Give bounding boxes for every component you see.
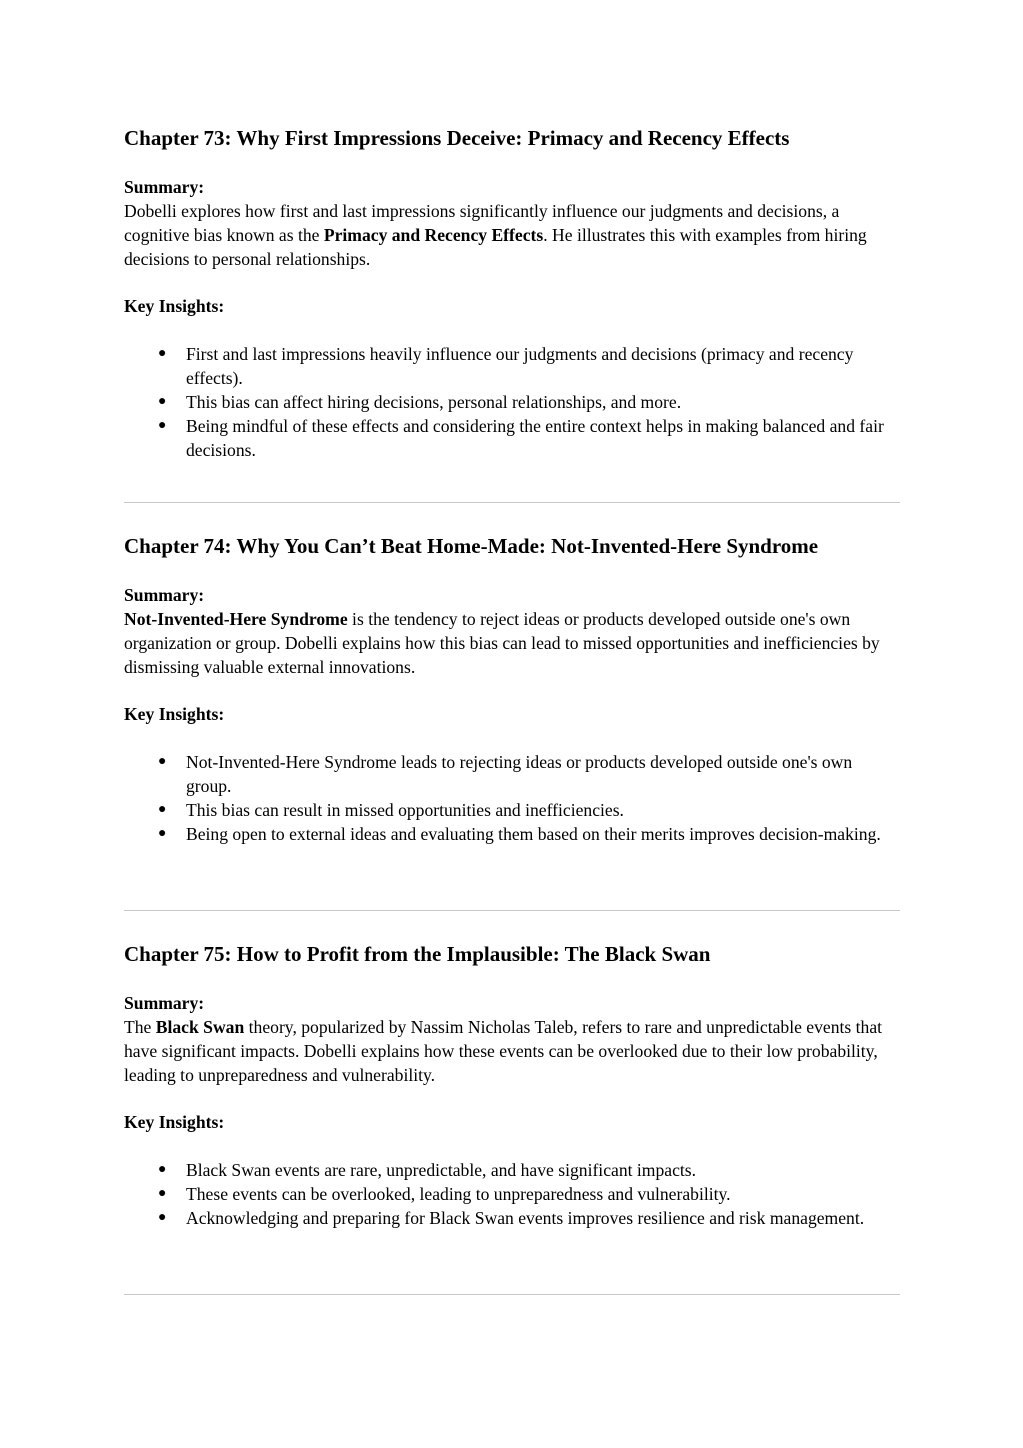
bullet-icon: ●: [158, 1162, 167, 1177]
chapter-title: Chapter 74: Why You Can’t Beat Home-Made: Not-Invented-Here Syndrome: [124, 534, 819, 558]
bullet-icon: ●: [158, 418, 167, 433]
summary-bold-term: Black Swan: [155, 1017, 245, 1037]
list-item: ● Black Swan events are rare, unpredictable, and have significant impacts.: [158, 1160, 697, 1180]
list-item: ● This bias can result in missed opportunities and inefficiencies.: [158, 800, 624, 820]
bullet-icon: ●: [158, 754, 167, 769]
chapter-74: [124, 533, 900, 844]
list-item: ● Being open to external ideas and evaluating them based on their merits improves decision-making.: [158, 824, 881, 844]
key-insights-list: [124, 1158, 900, 1230]
list-item: ● First and last impressions heavily influence our judgments and decisions (primacy and recency effects).: [158, 344, 854, 388]
chapter-title: Chapter 75: How to Profit from the Implausible: The Black Swan: [124, 942, 711, 966]
chapter-75: [124, 941, 900, 1228]
section-divider: [124, 1294, 900, 1295]
key-insights-list: [124, 342, 900, 462]
bullet-icon: ●: [158, 802, 167, 817]
summary-text: Dobelli explores how first and last impressions significantly influence our judgments and decisions, a cognitive bias known as the Primacy and Recency Effects. He illustrates this with examples from hiring decisions to personal relationships.: [124, 201, 867, 269]
list-item: ● This bias can affect hiring decisions, personal relationships, and more.: [158, 392, 682, 412]
list-item: ● Being mindful of these effects and considering the entire context helps in making balanced and fair decisions.: [158, 416, 884, 460]
section-divider: [124, 910, 900, 911]
summary-text: The Black Swan theory, popularized by Nassim Nicholas Taleb, refers to rare and unpredictable events that have significant impacts. Dobelli explains how these events can be overlooked due to their low probability, leading to unpreparedness and vulnerability.: [124, 1017, 883, 1085]
chapter-73: [124, 125, 900, 460]
summary-bold-term: Primacy and Recency Effects: [323, 225, 544, 245]
bullet-icon: ●: [158, 826, 167, 841]
summary-bold-term: Not-Invented-Here Syndrome: [124, 609, 348, 629]
summary-label: Summary:: [124, 993, 205, 1013]
key-insights-list: [124, 750, 900, 846]
bullet-icon: ●: [158, 1210, 167, 1225]
key-insights-label: Key Insights:: [124, 704, 225, 724]
bullet-icon: ●: [158, 346, 167, 361]
list-item: ● Not-Invented-Here Syndrome leads to rejecting ideas or products developed outside one's own group.: [158, 752, 853, 796]
summary-text: Not-Invented-Here Syndrome is the tendency to reject ideas or products developed outside one's own organization or group. Dobelli explains how this bias can lead to missed opportunities and inefficiencies by dismissing valuable external innovations.: [124, 609, 880, 677]
list-item: ● Acknowledging and preparing for Black Swan events improves resilience and risk management.: [158, 1208, 865, 1228]
section-divider: [124, 502, 900, 503]
key-insights-label: Key Insights:: [124, 1112, 225, 1132]
bullet-icon: ●: [158, 394, 167, 409]
summary-label: Summary:: [124, 585, 205, 605]
chapter-title: Chapter 73: Why First Impressions Deceive: Primacy and Recency Effects: [124, 126, 790, 150]
list-item: ● These events can be overlooked, leading to unpreparedness and vulnerability.: [158, 1184, 731, 1204]
summary-label: Summary:: [124, 177, 205, 197]
bullet-icon: ●: [158, 1186, 167, 1201]
key-insights-label: Key Insights:: [124, 296, 225, 316]
